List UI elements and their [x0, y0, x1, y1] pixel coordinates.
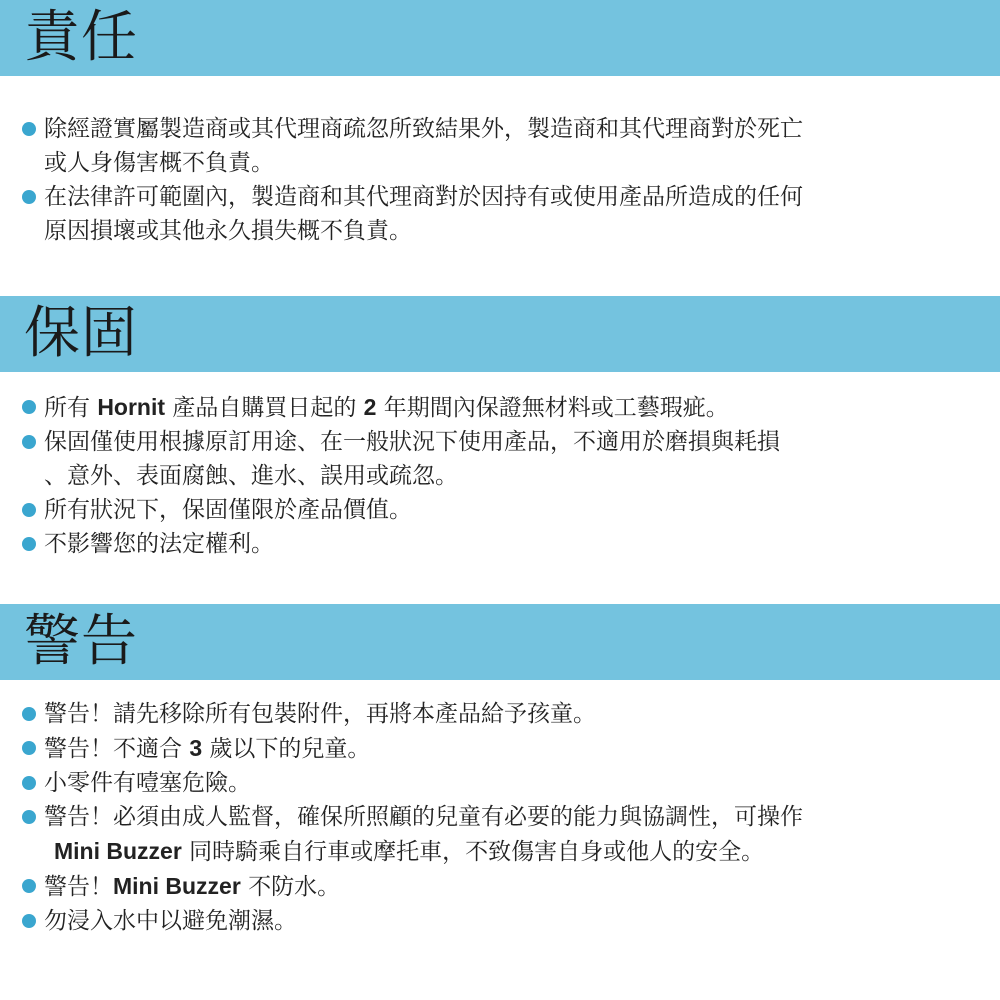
list-item: 警告！Mini Buzzer 不防水。 [22, 869, 982, 904]
bullet-dot-icon [22, 879, 36, 893]
section-header-liability [0, 0, 1000, 76]
warranty-list [22, 390, 982, 561]
list-item: 警告！必須由成人監督，確保所照顧的兒童有必要的能力與協調性，可操作 Mini Buzzer 同時騎乘自行車或摩托車，不致傷害自身或他人的安全。 [22, 800, 982, 869]
list-item: 在法律許可範圍內，製造商和其代理商對於因持有或使用產品所造成的任何 原因損壞或其他永久損失概不負責。 [22, 180, 982, 248]
section-header-warning [0, 604, 1000, 680]
list-item: 警告！不適合 3 歲以下的兒童。 [22, 731, 982, 766]
section-title-warning: 警告 [24, 609, 138, 674]
list-item: 警告！請先移除所有包裝附件，再將本產品給予孩童。 [22, 697, 982, 731]
list-item: 所有狀況下，保固僅限於產品價值。 [22, 493, 982, 527]
bullet-dot-icon [22, 435, 36, 449]
list-item: 所有 Hornit 產品自購買日起的 2 年期間內保證無材料或工藝瑕疵。 [22, 390, 982, 425]
section-title-warranty: 保固 [24, 301, 138, 366]
warning-list [22, 697, 982, 938]
list-item: 除經證實屬製造商或其代理商疏忽所致結果外，製造商和其代理商對於死亡 或人身傷害概不負責。 [22, 112, 982, 180]
bullet-dot-icon [22, 400, 36, 414]
bullet-dot-icon [22, 741, 36, 755]
bullet-dot-icon [22, 122, 36, 136]
bullet-dot-icon [22, 537, 36, 551]
bullet-dot-icon [22, 810, 36, 824]
bullet-dot-icon [22, 707, 36, 721]
bullet-dot-icon [22, 190, 36, 204]
list-item: 保固僅使用根據原訂用途、在一般狀況下使用產品，不適用於磨損與耗損 、意外、表面腐蝕、進水、誤用或疏忽。 [22, 425, 982, 493]
bullet-dot-icon [22, 776, 36, 790]
list-item: 不影響您的法定權利。 [22, 527, 982, 561]
section-title-liability: 責任 [24, 5, 138, 70]
bullet-dot-icon [22, 503, 36, 517]
liability-list [22, 112, 982, 248]
section-header-warranty [0, 296, 1000, 372]
list-item: 勿浸入水中以避免潮濕。 [22, 904, 982, 938]
list-item: 小零件有噎塞危險。 [22, 766, 982, 800]
bullet-dot-icon [22, 914, 36, 928]
